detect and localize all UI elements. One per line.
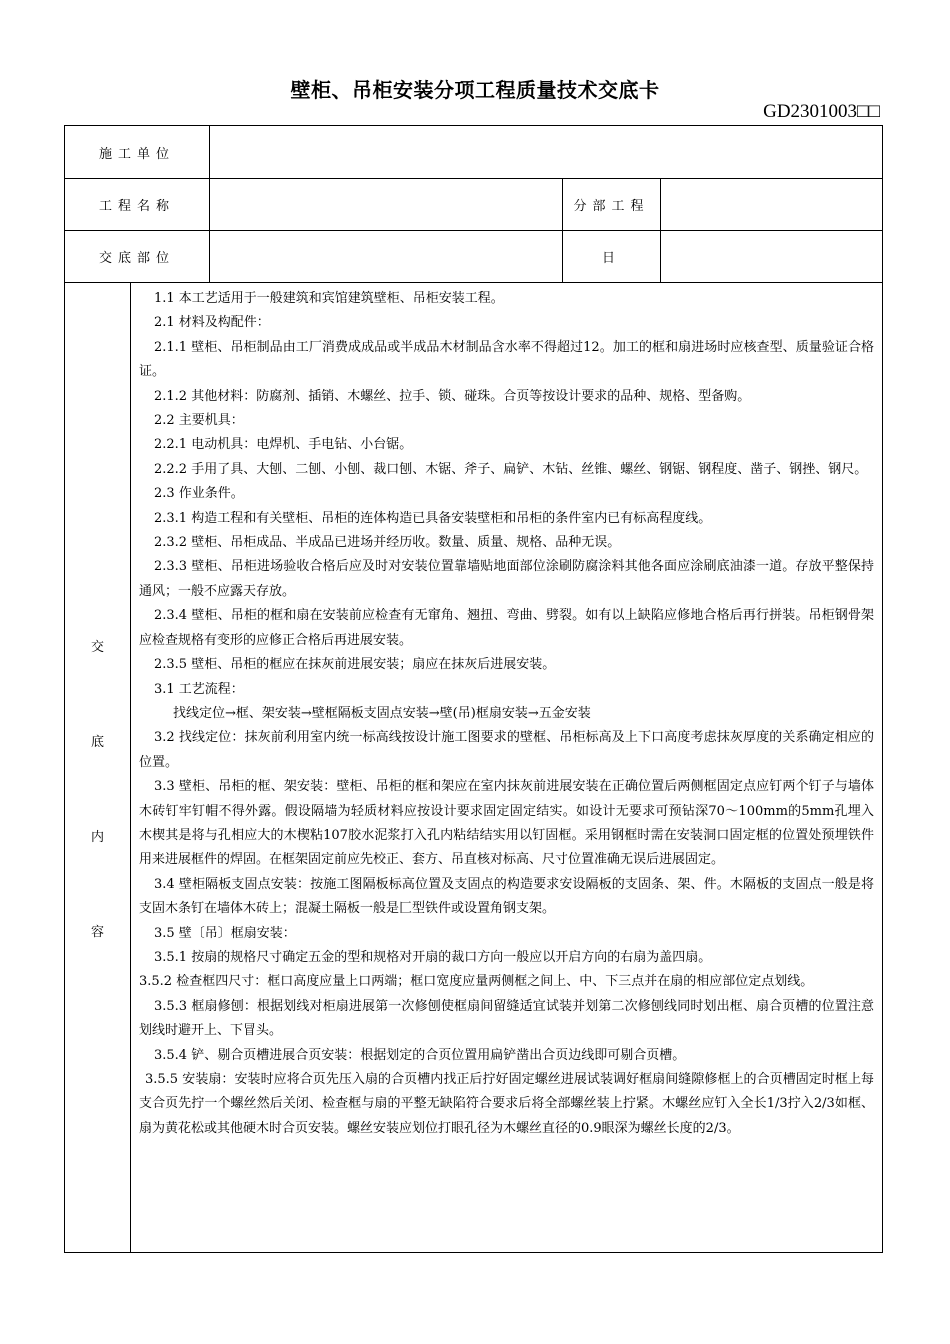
content-paragraph: 3.3 壁柜、吊柜的框、架安装：壁柜、吊柜的框和架应在室内抹灰前进展安装在正确位置后两侧框固定点应钉两个钉子与墙体木砖钉牢钉帽不得外露。假设隔墙为轻质材料应按设计要求固定固定结实。如设计无要求可预钻深70～100mm的5mm孔埋入木楔其是将与孔相应大的木楔粘107胶水泥浆打入孔内粘结结实用以钉固框。采用钢框时需在安装洞口固定框的位置处预埋铁件用来进展框件的焊固。在框架固定前应先校正、套方、吊直核对标高、尺寸位置准确无误后进展固定。 bbox=[139, 779, 875, 868]
content-paragraph: 2.3 作业条件。 bbox=[154, 486, 244, 502]
content-paragraph: 3.5 壁〔吊〕框扇安装： bbox=[154, 925, 296, 941]
content-paragraph: 3.1 工艺流程： bbox=[154, 681, 244, 697]
content-paragraph: 1.1 本工艺适用于一般建筑和宾馆建筑壁柜、吊柜安装工程。 bbox=[154, 291, 504, 306]
content-paragraph: 3.5.2 检查框四尺寸：框口高度应量上口两端；框口宽度应量两侧框之间上、中、下三点并在扇的相应部位定点划线。 bbox=[139, 974, 814, 990]
content-paragraph: 3.5.1 按扇的规格尺寸确定五金的型和规格对开扇的裁口方向一般应以开启方向的右扇为盖四扇。 bbox=[154, 949, 712, 965]
date-label: 日 bbox=[563, 231, 661, 283]
disclosure-content-side-label bbox=[65, 283, 131, 1253]
disclosure-content bbox=[131, 283, 883, 1253]
content-paragraph: 2.1.2 其他材料：防腐剂、插销、木螺丝、拉手、锁、碰珠。合页等按设计要求的品种、规格、型备购。 bbox=[154, 388, 751, 404]
content-paragraph: 2.1 材料及构配件： bbox=[154, 315, 270, 331]
content-paragraph: 3.5.5 安装扇：安装时应将合页先压入扇的合页槽内找正后拧好固定螺丝进展试装调好框扇间缝隙修框上的合页槽固定时框上每支合页先拧一个螺丝然后关闭、检查框与扇的平整无缺陷符合要求后将全部螺丝装上拧紧。木螺丝应钉入全长1/3拧入2/3如框、扇为黄花松或其他硬木时合页安装。螺丝安装应划位打眼孔径为木螺丝直径的0.9眼深为螺丝长度的2/3。 bbox=[139, 1072, 875, 1136]
project-name-field[interactable] bbox=[210, 179, 563, 231]
content-paragraph: 3.5.3 框扇修刨：根据划线对柜扇进展第一次修刨使框扇间留缝适宜试装并划第二次修刨线同时划出框、扇合页槽的位置注意划线时避开上、下冒头。 bbox=[139, 998, 875, 1039]
sub-project-field[interactable] bbox=[661, 179, 883, 231]
location-label: 交底部位 bbox=[65, 231, 210, 283]
content-paragraph: 2.3.3 壁柜、吊柜进场验收合格后应及时对安装位置靠墙贴地面部位涂刷防腐涂料其他各面应涂刷底油漆一道。存放平整保持通风；一般不应露天存放。 bbox=[139, 559, 875, 599]
process-flow-line: 找线定位→框、架安装→壁框隔板支固点安装→壁(吊)框扇安装→五金安装 bbox=[173, 705, 591, 721]
document-title: 壁柜、吊柜安装分项工程质量技术交底卡 bbox=[290, 78, 660, 102]
sub-project-label: 分部工程 bbox=[563, 179, 661, 231]
content-paragraph: 2.3.1 构造工程和有关壁柜、吊柜的连体构造已具备安装壁柜和吊柜的条件室内已有标高程度线。 bbox=[154, 510, 712, 526]
side-char: 容 bbox=[90, 924, 104, 940]
content-paragraph: 2.2.1 电动机具：电焊机、手电钻、小台锯。 bbox=[154, 437, 413, 453]
side-char: 底 bbox=[90, 734, 104, 750]
date-field[interactable] bbox=[661, 231, 883, 283]
content-paragraph: 2.1.1 壁柜、吊柜制品由工厂消费成成品或半成品木材制品含水率不得超过12。加工的框和扇进场时应核查型、质量验证合格证。 bbox=[139, 339, 875, 380]
document-code: GD2301003□□ bbox=[763, 101, 880, 122]
location-field[interactable] bbox=[210, 231, 563, 283]
construction-unit-field[interactable] bbox=[210, 126, 883, 179]
construction-unit-label: 施工单位 bbox=[65, 126, 210, 179]
content-paragraph: 3.2 找线定位：抹灰前利用室内统一标高线按设计施工图要求的壁框、吊柜标高及上下口高度考虑抹灰厚度的关系确定相应的位置。 bbox=[139, 730, 875, 770]
content-paragraph: 2.3.5 壁柜、吊柜的框应在抹灰前进展安装；扇应在抹灰后进展安装。 bbox=[154, 657, 556, 673]
side-char: 内 bbox=[90, 829, 104, 845]
side-char: 交 bbox=[90, 639, 104, 655]
project-name-label: 工程名称 bbox=[65, 179, 210, 231]
content-paragraph: 3.5.4 铲、剔合页槽进展合页安装：根据划定的合页位置用扁铲凿出合页边线即可剔合页槽。 bbox=[154, 1047, 686, 1063]
content-paragraph: 3.4 壁柜隔板支固点安装：按施工图隔板标高位置及支固点的构造要求安设隔板的支固条、架、件。木隔板的支固点一般是将支固木条钉在墙体木砖上；混凝土隔板一般是匚型铁件或设置角钢支架。 bbox=[139, 876, 875, 917]
content-paragraph: 2.2 主要机具： bbox=[154, 413, 244, 429]
disclosure-card-table bbox=[64, 125, 883, 1253]
content-paragraph: 2.2.2 手用了具、大刨、二刨、小刨、裁口刨、木锯、斧子、扁铲、木钻、丝锥、螺丝、钢锯、钢程度、凿子、钢挫、钢尺。 bbox=[154, 461, 868, 477]
content-paragraph: 2.3.4 壁柜、吊柜的框和扇在安装前应检查有无窜角、翘扭、弯曲、劈裂。如有以上缺陷应修地合格后再行拼装。吊柜钢骨架应检查规格有变形的应修正合格后再进展安装。 bbox=[139, 608, 875, 648]
content-paragraph: 2.3.2 壁柜、吊柜成品、半成品已进场并经历收。数量、质量、规格、品种无误。 bbox=[154, 535, 621, 551]
